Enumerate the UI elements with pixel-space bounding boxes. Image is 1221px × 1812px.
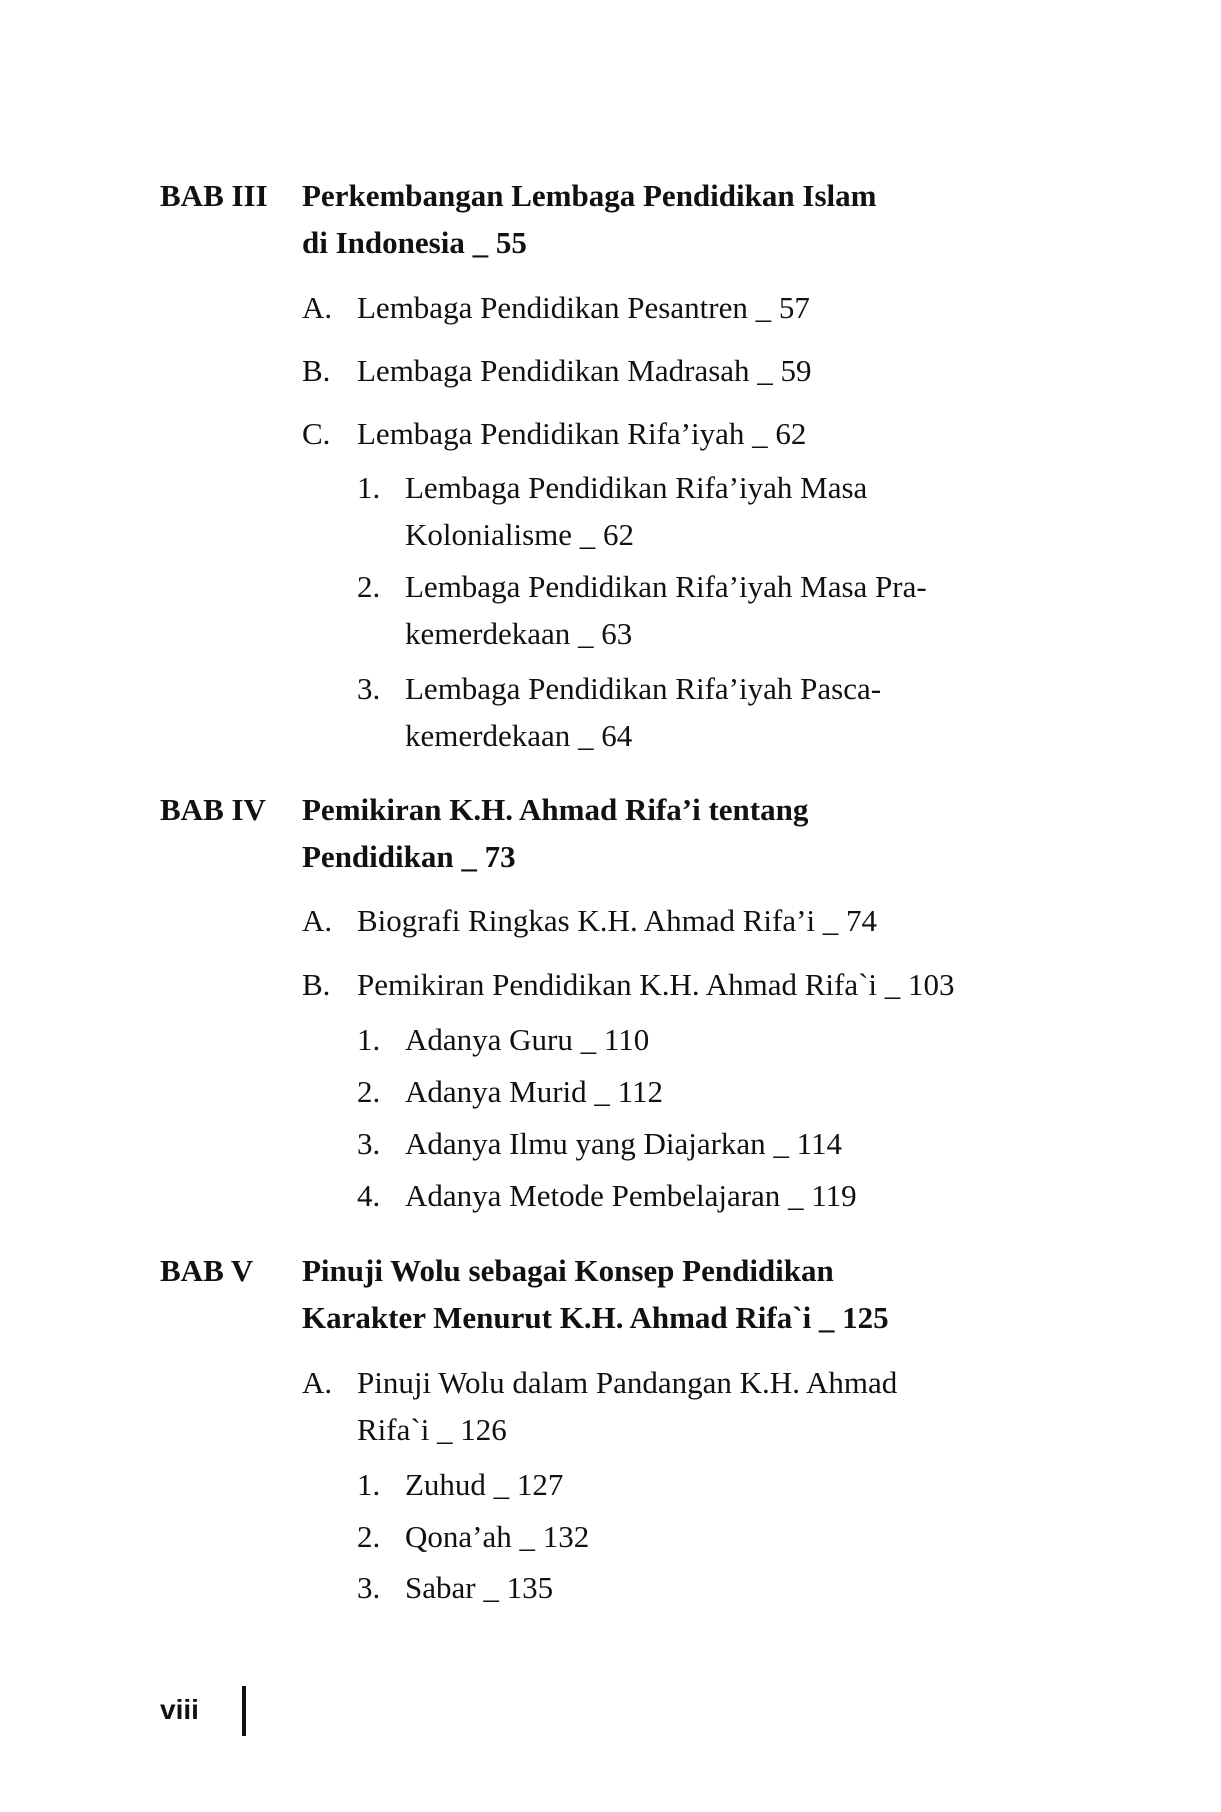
chapter-title-line: Perkembangan Lembaga Pendidikan Islam [302,178,877,213]
subsection-entry: Lembaga Pendidikan Rifa’iyah Masa Pra- kemerdekaan _ 63 [405,569,927,651]
subsection-entry: Lembaga Pendidikan Rifa’iyah Pasca- kemerdekaan _ 64 [405,671,882,753]
section-entry: Pinuji Wolu dalam Pandangan K.H. Ahmad Rifa`i _ 126 [357,1365,898,1447]
subsection-entry: Lembaga Pendidikan Rifa’iyah Masa Kolonialisme _ 62 [405,470,868,552]
subsection-number: 1. [357,470,381,505]
chapter-label: BAB III [160,178,268,213]
subsection-entry: Zuhud _ 127 [405,1467,564,1502]
subsection-number: 2. [357,1519,381,1554]
section-letter: A. [302,1365,333,1400]
section-letter: B. [302,353,331,388]
section-letter: B. [302,967,331,1002]
section-letter: C. [302,416,331,451]
subsection-number: 1. [357,1022,381,1057]
subsection-entry: Adanya Metode Pembelajaran _ 119 [405,1178,857,1213]
chapter-title-line: Pendidikan _ 73 [302,839,516,874]
page-number: viii [160,1694,199,1725]
subsection-number: 3. [357,1126,381,1161]
subsection-entry: Sabar _ 135 [405,1570,554,1605]
subsection-entry: Qona’ah _ 132 [405,1519,590,1554]
chapter-title [302,172,1022,266]
subsection-number: 2. [357,569,381,604]
chapter-title [302,1247,1022,1341]
subsection-number: 4. [357,1178,381,1213]
section-entry: Lembaga Pendidikan Rifa’iyah _ 62 [357,416,807,451]
chapter-title-line: Pinuji Wolu sebagai Konsep Pendidikan [302,1253,834,1288]
chapter-label: BAB IV [160,792,266,827]
section-letter: A. [302,903,333,938]
section-letter: A. [302,290,333,325]
chapter-title-line: di Indonesia _ 55 [302,225,527,260]
chapter-title-line: Karakter Menurut K.H. Ahmad Rifa`i _ 125 [302,1300,889,1335]
subsection-entry: Adanya Guru _ 110 [405,1022,650,1057]
subsection-entry: Adanya Murid _ 112 [405,1074,664,1109]
subsection-number: 3. [357,1570,381,1605]
section-entry: Biografi Ringkas K.H. Ahmad Rifa’i _ 74 [357,903,878,938]
chapter-title [302,786,1022,880]
subsection-entry: Adanya Ilmu yang Diajarkan _ 114 [405,1126,843,1161]
section-entry: Lembaga Pendidikan Madrasah _ 59 [357,353,812,388]
section-entry: Lembaga Pendidikan Pesantren _ 57 [357,290,810,325]
chapter-label: BAB V [160,1253,254,1288]
subsection-number: 1. [357,1467,381,1502]
chapter-title-line: Pemikiran K.H. Ahmad Rifa’i tentang [302,792,809,827]
subsection-number: 2. [357,1074,381,1109]
section-entry: Pemikiran Pendidikan K.H. Ahmad Rifa`i _ 103 [357,967,955,1002]
subsection-number: 3. [357,671,381,706]
footer-divider [242,1686,246,1736]
